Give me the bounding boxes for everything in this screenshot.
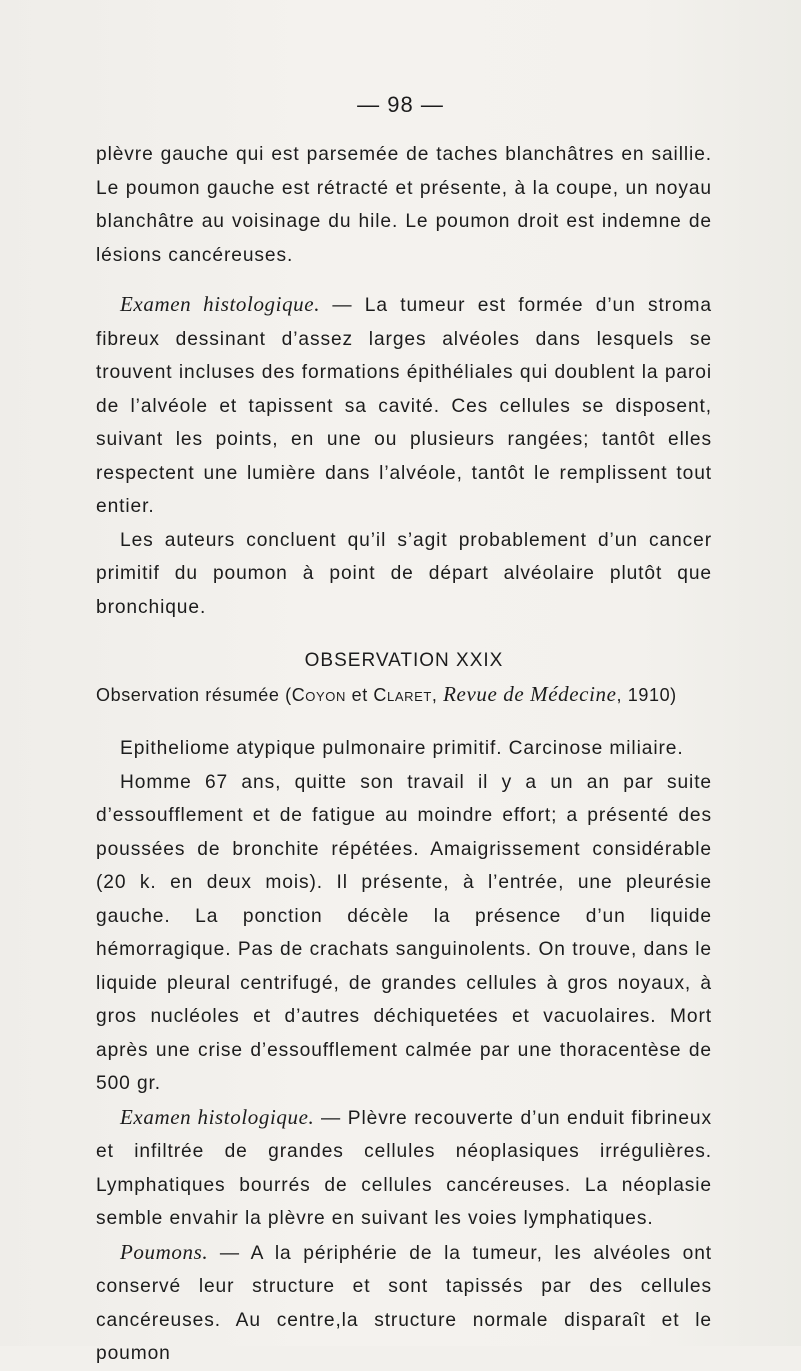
source-prefix: Observation résumée ( xyxy=(96,684,292,705)
paragraph-lungs xyxy=(96,1236,712,1371)
source-comma: , xyxy=(431,684,444,705)
lungs-text: — A la périphérie de la tumeur, les alvéoles ont conservé leur structure et sont tapissés par des cellules cancéreuses. Au centre,la structure normale disparaît et le poumon xyxy=(96,1242,712,1364)
page-number: — 98 — xyxy=(357,92,444,117)
histology-label-2: Examen histologique. xyxy=(120,1104,315,1129)
paragraph-histology-1 xyxy=(96,288,712,524)
paragraph-histology-2 xyxy=(96,1101,712,1236)
histology-label: Examen histologique. xyxy=(120,292,321,316)
observation-heading: OBSERVATION XXIX xyxy=(304,650,504,671)
body-text xyxy=(96,138,712,1371)
paragraph-authors-conclusion: Les auteurs concluent qu’il s’agit probablement d’un cancer primitif du poumon à point de départ alvéolaire plutôt que bronchique. xyxy=(96,529,712,618)
case-diagnosis: Epitheliome atypique pulmonaire primitif. Carcinose miliaire. xyxy=(120,738,684,759)
source-journal: Revue de Médecine xyxy=(443,681,617,706)
source-year: , 1910) xyxy=(616,684,677,705)
source-and: et xyxy=(345,684,374,705)
case-history: Homme 67 ans, quitte son travail il y a un an par suite d’essoufflement et de fatigue au moindre effort; a présenté des poussées de bronchite répétées. Amaigrissement considérable (20 k. en deux mois). Il présente, à l’entrée, une pleurésie gauche. La ponction décèle la présence d’un liquide hémorragique. Pas de crachats sanguinolents. On trouve, dans le liquide pleural centrifugé, de grandes cellules à gros noyaux, à gros nucléoles et d’autres déchiquetées et vacuolaires. Mort après une crise d’essoufflement calmée par une thoracentèse de 500 gr. xyxy=(96,771,712,1094)
histology-text: — La tumeur est formée d’un stroma fibreux dessinant d’assez larges alvéoles dans lesquels se trouvent incluses des formations épithéliales qui doublent la paroi de l’alvéole et tapissent sa cavité. Ces cellules se disposent, suivant les points, en une ou plusieurs rangées; tantôt elles respectent une lumière dans l’alvéole, tantôt le remplissent tout entier. xyxy=(96,295,712,517)
source-author-1: Coyon xyxy=(291,684,346,705)
paragraph-pleura-lungs: plèvre gauche qui est parsemée de taches blanchâtres en saillie. Le poumon gauche est rétracté et présente, à la coupe, un noyau blanchâtre au voisinage du hile. Le poumon droit est indemne de lésions cancéreuses. xyxy=(96,144,712,266)
histology-text-2: — Plèvre recouverte d’un enduit fibrineux et infiltrée de grandes cellules néoplasiques irrégulières. Lymphatiques bourrés de cellules cancéreuses. La néoplasie semble envahir la plèvre en suivant les voies lymphatiques. xyxy=(96,1107,713,1229)
observation-source xyxy=(96,678,712,713)
lungs-label: Poumons. xyxy=(120,1239,209,1264)
source-author-2: Claret xyxy=(373,684,432,705)
